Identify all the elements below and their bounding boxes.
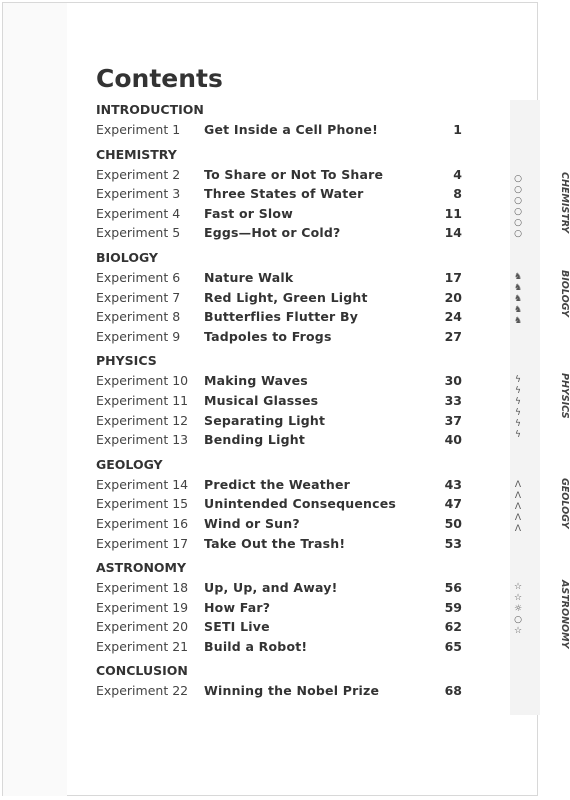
experiment-title: Red Light, Green Light (204, 289, 368, 305)
tab-chemistry (510, 172, 570, 262)
toc-entry (96, 120, 476, 140)
toc-entry (96, 288, 476, 308)
experiment-number: Experiment 17 (96, 535, 189, 551)
toc-entry (96, 637, 476, 657)
experiment-number: Experiment 4 (96, 205, 181, 221)
page-number: 20 (444, 289, 462, 305)
experiment-title: How Far? (204, 599, 271, 615)
page-number: 11 (444, 205, 462, 221)
experiment-title: Making Waves (204, 373, 308, 389)
page-number: 68 (444, 683, 462, 699)
page-number: 8 (453, 186, 462, 202)
experiment-number: Experiment 11 (96, 392, 189, 408)
experiment-number: Experiment 12 (96, 412, 189, 428)
experiment-title: Predict the Weather (204, 476, 351, 492)
section-heading: ASTRONOMY (96, 560, 187, 576)
toc-entry (96, 165, 476, 185)
toc-entry (96, 494, 476, 514)
experiment-title: Take Out the Trash! (204, 535, 346, 551)
experiment-title: Eggs—Hot or Cold? (204, 225, 341, 241)
toc-entry (96, 430, 476, 450)
page-number: 30 (444, 373, 462, 389)
toc-section (96, 100, 476, 140)
section-heading: CHEMISTRY (96, 146, 177, 162)
page-number: 14 (444, 225, 462, 241)
toc-entry (96, 578, 476, 598)
experiment-title: Nature Walk (204, 269, 294, 285)
toc-entry (96, 534, 476, 554)
toc-section (96, 351, 476, 449)
toc-section (96, 455, 476, 553)
experiment-number: Experiment 13 (96, 432, 189, 448)
table-of-contents (96, 100, 476, 706)
page-number: 24 (444, 309, 462, 325)
tab-label: ASTRONOMY (559, 580, 570, 649)
toc-entry (96, 184, 476, 204)
experiment-number: Experiment 2 (96, 166, 181, 182)
experiment-title: Up, Up, and Away! (204, 580, 338, 596)
lightning-icon: ϟ ϟ ϟ ϟ ϟ ϟ (515, 375, 521, 440)
page-number: 4 (453, 166, 462, 182)
experiment-number: Experiment 8 (96, 309, 181, 325)
section-heading: CONCLUSION (96, 663, 188, 679)
experiment-number: Experiment 1 (96, 122, 181, 137)
experiment-title: Winning the Nobel Prize (204, 683, 380, 699)
page-number: 47 (444, 496, 462, 512)
tab-physics (510, 373, 570, 463)
toc-entry (96, 371, 476, 391)
experiment-title: Separating Light (204, 412, 326, 428)
toc-entry (96, 598, 476, 618)
experiment-title: SETI Live (204, 619, 270, 635)
section-heading: PHYSICS (96, 353, 157, 369)
toc-section (96, 145, 476, 243)
tab-geology (510, 478, 570, 568)
toc-entry (96, 327, 476, 347)
experiment-number: Experiment 20 (96, 619, 189, 635)
toc-entry (96, 223, 476, 243)
section-heading: INTRODUCTION (96, 102, 204, 117)
experiment-number: Experiment 7 (96, 289, 181, 305)
page-margin (3, 3, 67, 796)
toc-section (96, 661, 476, 701)
toc-entry (96, 411, 476, 431)
experiment-title: Fast or Slow (204, 205, 293, 221)
experiment-title: Get Inside a Cell Phone! (204, 122, 379, 137)
experiment-number: Experiment 9 (96, 328, 181, 344)
molecule-icon: ○ ○ ○ ○ ○ ○ (514, 174, 522, 239)
experiment-number: Experiment 22 (96, 683, 189, 699)
experiment-title: Bending Light (204, 432, 306, 448)
experiment-title: Wind or Sun? (204, 515, 300, 531)
experiment-number: Experiment 3 (96, 186, 181, 202)
page-number: 17 (444, 269, 462, 285)
toc-entry (96, 681, 476, 701)
page-number: 53 (444, 535, 462, 551)
page-number: 33 (444, 392, 462, 408)
toc-entry (96, 307, 476, 327)
experiment-title: To Share or Not To Share (204, 166, 384, 182)
page-number: 65 (444, 638, 462, 654)
page-number: 27 (444, 328, 462, 344)
tab-label: GEOLOGY (559, 478, 570, 529)
experiment-title: Build a Robot! (204, 638, 308, 654)
section-heading: GEOLOGY (96, 456, 163, 472)
experiment-number: Experiment 10 (96, 373, 189, 389)
toc-section (96, 558, 476, 656)
experiment-number: Experiment 15 (96, 496, 189, 512)
experiment-number: Experiment 19 (96, 599, 189, 615)
experiment-number: Experiment 21 (96, 638, 189, 654)
experiment-number: Experiment 5 (96, 225, 181, 241)
experiment-number: Experiment 14 (96, 476, 189, 492)
experiment-title: Musical Glasses (204, 392, 319, 408)
toc-entry (96, 475, 476, 495)
page-number: 40 (444, 432, 462, 448)
animal-icon: ♞ ♞ ♞ ♞ ♞ (513, 272, 523, 326)
tab-astronomy (510, 580, 570, 670)
page-number: 56 (444, 580, 462, 596)
experiment-number: Experiment 16 (96, 515, 189, 531)
star-icon: ☆ ☆ ☼ ○ ☆ (513, 582, 523, 636)
page-number: 50 (444, 515, 462, 531)
page-title: Contents (96, 64, 223, 93)
toc-entry (96, 514, 476, 534)
mountain-icon: Λ Λ Λ Λ Λ (514, 480, 522, 534)
section-heading: BIOLOGY (96, 249, 158, 265)
toc-entry (96, 204, 476, 224)
tab-label: CHEMISTRY (559, 172, 570, 234)
tab-label: BIOLOGY (559, 270, 570, 317)
toc-entry (96, 391, 476, 411)
page-number: 59 (444, 599, 462, 615)
experiment-number: Experiment 6 (96, 269, 181, 285)
experiment-number: Experiment 18 (96, 580, 189, 596)
page-number: 62 (444, 619, 462, 635)
experiment-title: Tadpoles to Frogs (204, 328, 332, 344)
page-number: 1 (453, 122, 462, 137)
tab-label: PHYSICS (559, 373, 570, 419)
toc-section (96, 248, 476, 346)
toc-entry (96, 617, 476, 637)
experiment-title: Unintended Consequences (204, 496, 397, 512)
toc-entry (96, 268, 476, 288)
page-number: 37 (444, 412, 462, 428)
experiment-title: Butterflies Flutter By (204, 309, 359, 325)
experiment-title: Three States of Water (204, 186, 364, 202)
page-number: 43 (444, 476, 462, 492)
tab-biology (510, 270, 570, 360)
